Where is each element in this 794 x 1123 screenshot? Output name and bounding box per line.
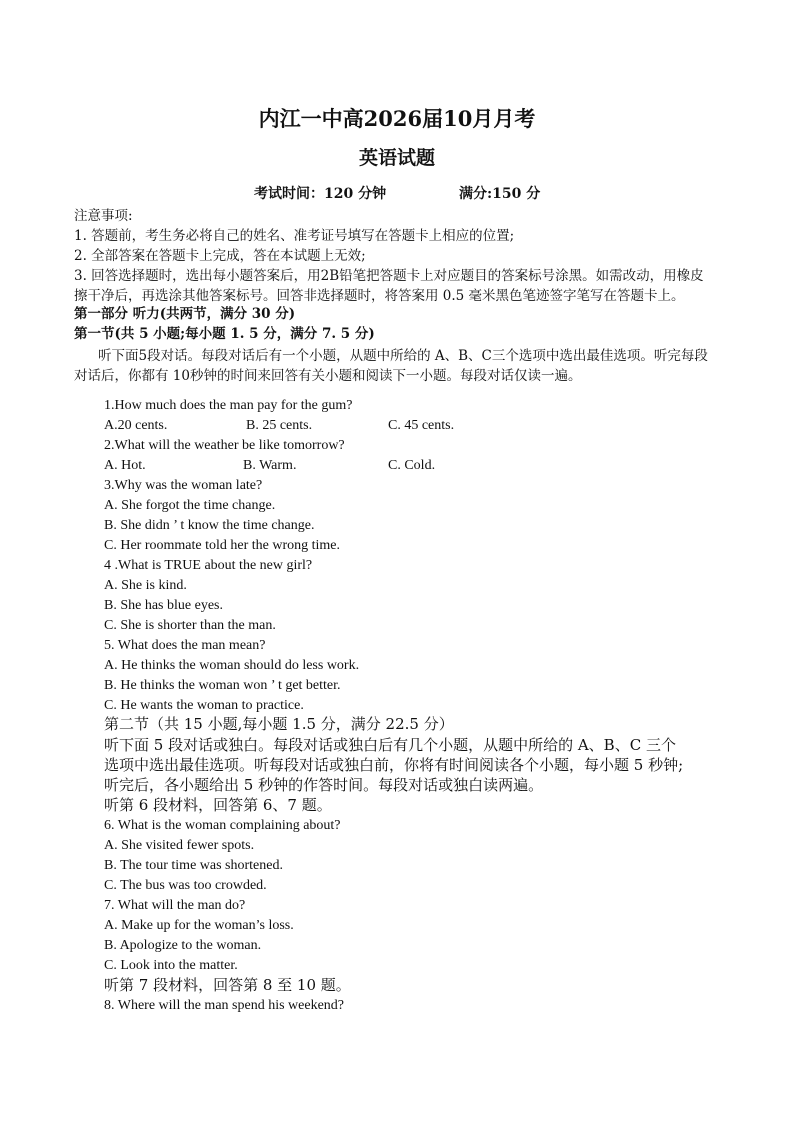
notice-item: 2. 全部答案在答题卡上完成，答在本试题上无效; xyxy=(74,248,366,264)
q4-option-c: C. She is shorter than the man. xyxy=(104,618,276,633)
question-3: 3.Why was the woman late? xyxy=(104,478,263,493)
section2-heading: 第二节（共 15 小题,每小题 1.5 分，满分 22.5 分） xyxy=(104,715,454,733)
exam-time: 考试时间：120 分钟 xyxy=(254,186,387,202)
section1-instruction: 听下面5段对话。每段对话后有一个小题，从题中所给的 A、B、C三个选项中选出最佳选项。听完每段 xyxy=(98,348,708,364)
question-2: 2.What will the weather be like tomorrow? xyxy=(104,438,345,453)
notice-heading: 注意事项: xyxy=(74,208,133,224)
exam-title: 内江一中高2026届10月月考 xyxy=(258,106,536,131)
q6-option-b: B. The tour time was shortened. xyxy=(104,858,283,873)
q7-option-b: B. Apologize to the woman. xyxy=(104,938,262,953)
q1-option-a: A.20 cents. xyxy=(104,418,168,433)
section2-instruction: 听下面 5 段对话或独白。每段对话或独白后有几个小题，从题中所给的 A、B、C 三个 xyxy=(104,736,676,754)
notice-item: 1. 答题前，考生务必将自己的姓名、准考证号填写在答题卡上相应的位置; xyxy=(74,228,515,244)
notice-item: 3. 回答选择题时，选出每小题答案后，用2B铅笔把答题卡上对应题目的答案标号涂黑。如需改动，用橡皮 xyxy=(74,268,704,284)
q5-option-c: C. He wants the woman to practice. xyxy=(104,698,304,713)
q5-option-b: B. He thinks the woman won ’ t get better. xyxy=(104,678,341,693)
part1-heading: 第一部分 听力(共两节，满分 30 分) xyxy=(74,306,296,322)
section2-instruction: 听完后，各小题给出 5 秒钟的作答时间。每段对话或独白读两遍。 xyxy=(104,776,544,794)
section2-instruction: 选项中选出最佳选项。听每段对话或独白前，你将有时间阅读各个小题，每小题 5 秒钟; xyxy=(104,756,684,774)
material-7-heading: 听第 7 段材料，回答第 8 至 10 题。 xyxy=(104,976,351,994)
q7-option-c: C. Look into the matter. xyxy=(104,958,238,973)
q6-option-a: A. She visited fewer spots. xyxy=(104,838,255,853)
full-score: 满分:150 分 xyxy=(459,186,541,202)
q3-option-c: C. Her roommate told her the wrong time. xyxy=(104,538,340,553)
question-5: 5. What does the man mean? xyxy=(104,638,266,653)
exam-subtitle: 英语试题 xyxy=(358,147,435,169)
q1-option-c: C. 45 cents. xyxy=(388,418,455,433)
q6-option-c: C. The bus was too crowded. xyxy=(104,878,267,893)
question-6: 6. What is the woman complaining about? xyxy=(104,818,341,833)
q2-option-a: A. Hot. xyxy=(104,458,146,473)
q4-option-a: A. She is kind. xyxy=(104,578,187,593)
question-8: 8. Where will the man spend his weekend? xyxy=(104,998,345,1013)
q2-option-c: C. Cold. xyxy=(388,458,436,473)
q3-option-a: A. She forgot the time change. xyxy=(104,498,276,513)
q2-option-b: B. Warm. xyxy=(243,458,297,473)
material-6-heading: 听第 6 段材料，回答第 6、7 题。 xyxy=(104,796,332,814)
section1-instruction: 对话后，你都有 10秒钟的时间来回答有关小题和阅读下一小题。每段对话仅读一遍。 xyxy=(74,368,582,384)
q4-option-b: B. She has blue eyes. xyxy=(104,598,223,613)
q3-option-b: B. She didn ’ t know the time change. xyxy=(104,518,315,533)
q7-option-a: A. Make up for the woman’s loss. xyxy=(104,918,294,933)
q5-option-a: A. He thinks the woman should do less work. xyxy=(104,658,360,673)
q1-option-b: B. 25 cents. xyxy=(246,418,313,433)
question-7: 7. What will the man do? xyxy=(104,898,246,913)
question-1: 1.How much does the man pay for the gum? xyxy=(104,398,353,413)
notice-item: 擦干净后，再选涂其他答案标号。回答非选择题时，将答案用 0.5 毫米黑色笔迹签字笔写在答题卡上。 xyxy=(74,288,685,304)
question-4: 4 .What is TRUE about the new girl? xyxy=(104,558,313,573)
section1-heading: 第一节(共 5 小题;每小题 1. 5 分，满分 7. 5 分) xyxy=(74,326,375,342)
